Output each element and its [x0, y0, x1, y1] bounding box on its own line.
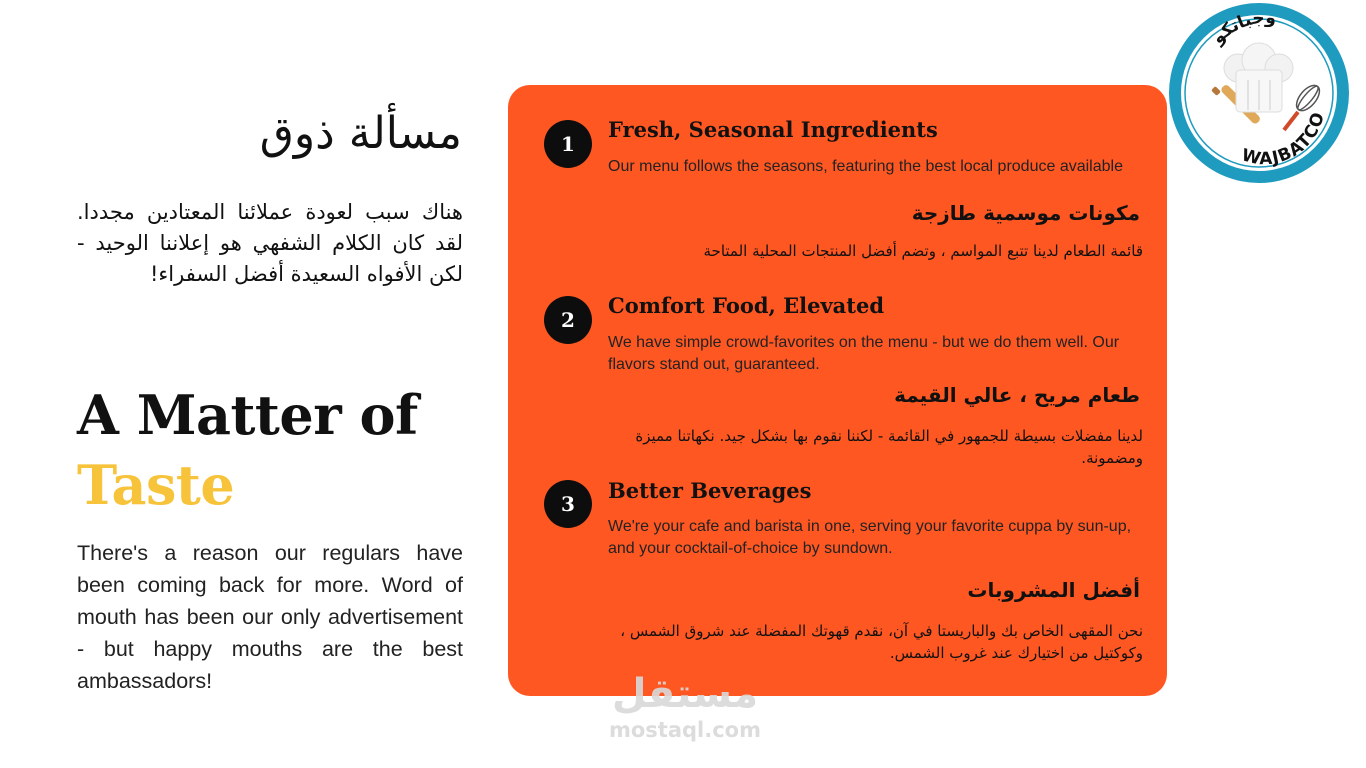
feature-number-3: 3	[544, 480, 592, 528]
feature-number-1: 1	[544, 120, 592, 168]
watermark-domain: mostaql.com	[609, 718, 761, 742]
feature-desc-3: We're your cafe and barista in one, serving your favorite cuppa by sun-up, and your cocktail-of-choice by sundown.	[608, 518, 1132, 557]
features-card	[508, 85, 1167, 696]
feature-number-2: 2	[544, 296, 592, 344]
feature-ar-desc-2: لدينا مفضلات بسيطة للجمهور في القائمة - لكننا نقوم بها بشكل جيد. نكهاتنا مميزة ومضمونة.	[635, 427, 1143, 467]
feature-ar-title-2: طعام مريح ، عالي القيمة	[894, 383, 1140, 407]
heading-highlight: Taste	[77, 453, 235, 517]
watermark-arabic: مستقل	[611, 671, 759, 717]
heading-line-1: A Matter of	[77, 383, 418, 447]
feature-desc-2: We have simple crowd-favorites on the menu - but we do them well. Our flavors stand out, guaranteed.	[608, 334, 1120, 373]
mostaql-watermark	[600, 670, 770, 742]
english-intro-text: There's a reason our regulars have been coming back for more. Word of mouth has been our only advertisement - but happy mouths are the best ambassadors!	[77, 541, 463, 693]
wajbatco-logo	[1166, 0, 1352, 186]
feature-title-2: Comfort Food, Elevated	[608, 293, 885, 318]
feature-ar-title-1: مكونات موسمية طازجة	[911, 201, 1140, 225]
feature-ar-title-3: أفضل المشروبات	[967, 578, 1140, 602]
feature-desc-1: Our menu follows the seasons, featuring the best local produce available	[608, 158, 1123, 175]
feature-title-3: Better Beverages	[608, 478, 812, 503]
feature-title-1: Fresh, Seasonal Ingredients	[608, 117, 938, 142]
arabic-intro-text: هناك سبب لعودة عملائنا المعتادين مجددا. لقد كان الكلام الشفهي هو إعلاننا الوحيد - لكن الأفواه السعيدة أفضل السفراء!	[77, 200, 463, 286]
feature-ar-desc-3: نحن المقهى الخاص بك والباريستا في آن، نقدم قهوتك المفضلة عند شروق الشمس ، وكوكتيل من اختيارك عند غروب الشمس.	[620, 622, 1143, 662]
feature-ar-desc-1: قائمة الطعام لدينا تتبع المواسم ، وتضم أفضل المنتجات المحلية المتاحة	[703, 242, 1143, 260]
arabic-heading: مسألة ذوق	[259, 108, 462, 159]
english-heading	[77, 380, 477, 520]
logo-english-text: WAJBATCO	[1239, 109, 1330, 170]
logo-arabic-text: وجباتكو	[1208, 7, 1277, 49]
